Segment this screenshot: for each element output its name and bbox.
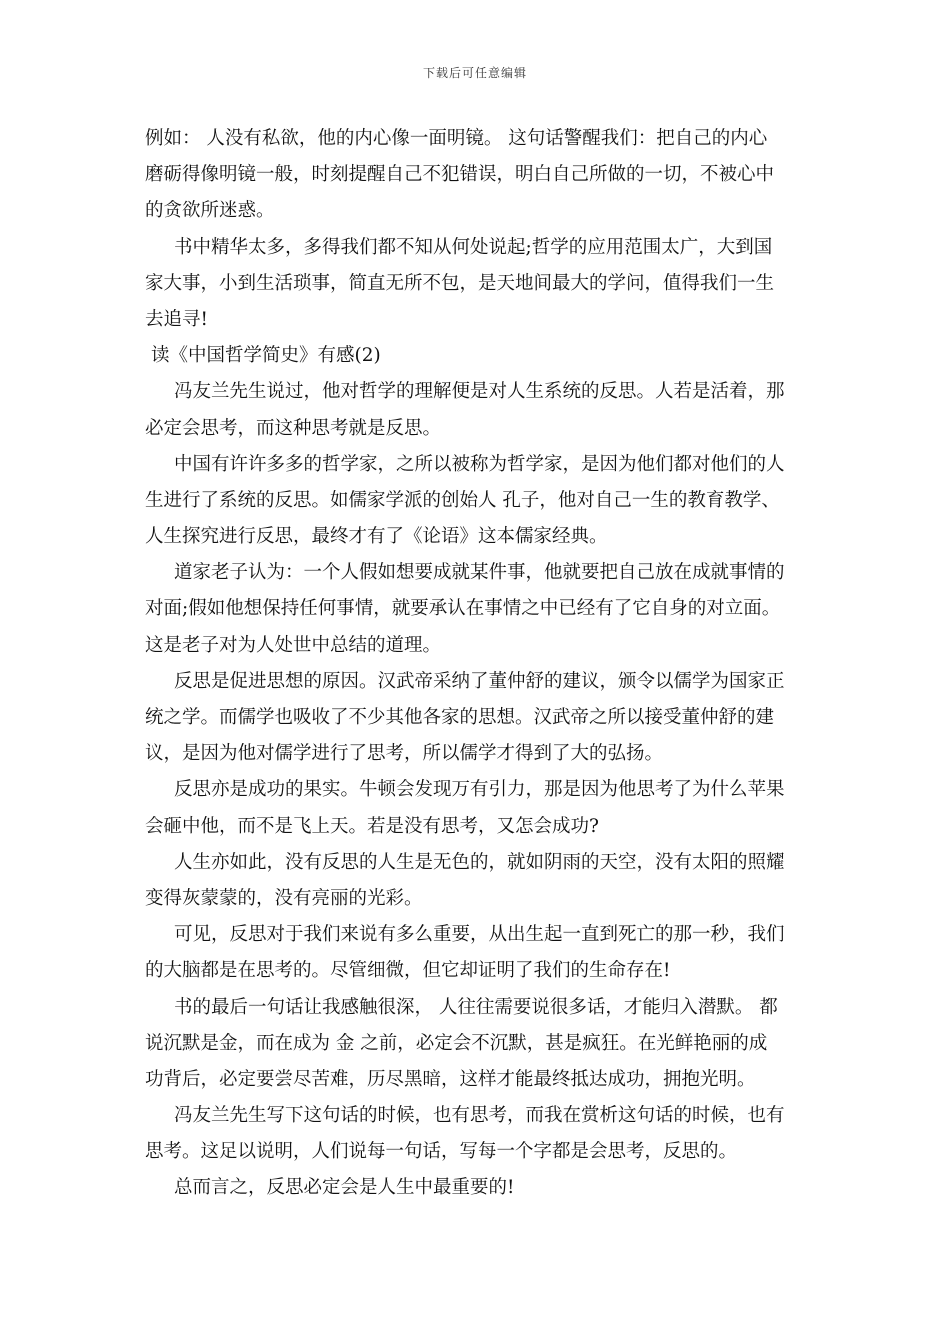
text-line: 人生探究进行反思，最终才有了《论语》这本儒家经典。: [145, 526, 608, 548]
text-line: 去追寻!: [145, 308, 208, 330]
text-line: 反思是促进思想的原因。汉武帝采纳了董仲舒的建议，颁令以儒学为国家正: [174, 670, 785, 692]
text-line: 道家老子认为：一个人假如想要成就某件事，他就要把自己放在成就事情的: [174, 562, 785, 584]
text-line: 中国有许许多多的哲学家，之所以被称为哲学家，是因为他们都对他们的人: [174, 453, 785, 475]
text-line: 变得灰蒙蒙的，没有亮丽的光彩。: [145, 887, 423, 909]
text-line: 家大事，小到生活琐事，简直无所不包，是天地间最大的学问，值得我们一生: [145, 272, 775, 294]
text-line: 总而言之，反思必定会是人生中最重要的!: [174, 1177, 515, 1199]
text-line: 的贪欲所迷惑。: [145, 200, 275, 222]
text-line: 的大脑都是在思考的。尽管细微，但它却证明了我们的生命存在!: [145, 960, 671, 982]
section-title: 读《中国哲学简史》有感(2): [151, 345, 381, 367]
text-line: 会砸中他，而不是飞上天。若是没有思考，又怎会成功?: [145, 815, 599, 837]
text-line: 功背后，必定要尝尽苦难，历尽黑暗，这样才能最终抵达成功，拥抱光明。: [145, 1068, 756, 1090]
text-line: 书的最后一句话让我感触很深， 人往往需要说很多话，才能归入潜默。 都: [174, 996, 778, 1018]
text-line: 思考。这足以说明，人们说每一句话，写每一个字都是会思考，反思的。: [145, 1141, 738, 1163]
text-line: 必定会思考，而这种思考就是反思。: [145, 417, 442, 439]
text-line: 对面;假如他想保持任何事情，就要承认在事情之中已经有了它自身的对立面。: [145, 598, 781, 620]
text-line: 这是老子对为人处世中总结的道理。: [145, 634, 442, 656]
text-line: 人生亦如此，没有反思的人生是无色的，就如阴雨的天空，没有太阳的照耀: [174, 851, 785, 873]
text-line: 说沉默是金，而在成为 金 之前，必定会不沉默，甚是疯狂。在光鲜艳丽的成: [145, 1032, 768, 1054]
text-line: 磨砺得像明镜一般，时刻提醒自己不犯错误，明白自己所做的一切，不被心中: [145, 164, 775, 186]
text-line: 反思亦是成功的果实。牛顿会发现万有引力，那是因为他思考了为什么苹果: [174, 779, 785, 801]
text-line: 例如： 人没有私欲，他的内心像一面明镜。 这句话警醒我们：把自己的内心: [145, 128, 768, 149]
text-line: 冯友兰先生写下这句话的时候，也有思考，而我在赏析这句话的时候，也有: [174, 1105, 785, 1127]
document-body: [145, 121, 810, 1207]
page-header: 下载后可任意编辑: [422, 66, 527, 80]
text-line: 议，是因为他对儒学进行了思考，所以儒学才得到了大的弘扬。: [145, 743, 664, 765]
text-line: 冯友兰先生说过，他对哲学的理解便是对人生系统的反思。人若是活着，那: [174, 381, 785, 403]
text-line: 统之学。而儒学也吸收了不少其他各家的思想。汉武帝之所以接受董仲舒的建: [145, 707, 775, 728]
text-line: 生进行了系统的反思。如儒家学派的创始人 孔子，他对自己一生的教育教学、: [145, 489, 780, 511]
text-line: 可见，反思对于我们来说有多么重要，从出生起一直到死亡的那一秒，我们: [174, 924, 785, 946]
text-line: 书中精华太多，多得我们都不知从何处说起;哲学的应用范围太广，大到国: [174, 236, 773, 258]
